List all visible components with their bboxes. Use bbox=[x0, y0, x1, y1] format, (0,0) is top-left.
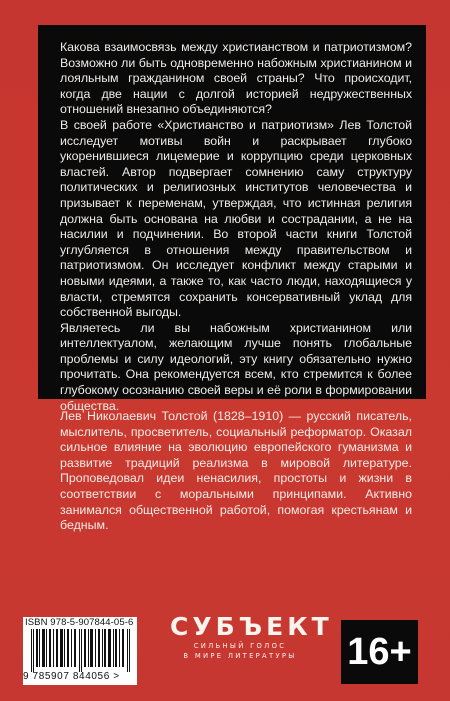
author-bio-text: Лев Николаевич Толстой (1828–1910) — русский писатель, мыслитель, просветитель, социальный реформатор. Оказал сильное влияние на эволюцию европейского гуманизма и развитие традиций реализма в мировой литературе. Проповедовал идеи ненасилия, простоты и жизни в соответствии с моральными принципами. Активно занимался общественной работой, помогая крестьянам и бедным. bbox=[60, 409, 412, 533]
barcode-label bbox=[23, 617, 137, 685]
author-bio bbox=[60, 409, 412, 534]
isbn-number: ISBN 978-5-907844-05-6 bbox=[25, 617, 134, 628]
description-paragraph: Какова взаимосвязь между христианством и патриотизмом? Возможно ли быть одновременно набожным христианином и лояльным гражданином своей страны? Что происходит, когда две нации с долгой историей недружественных отношений внезапно объединяются? bbox=[60, 40, 412, 117]
publisher-tagline: В МИРЕ ЛИТЕРАТУРЫ bbox=[183, 652, 297, 660]
description-paragraph: В своей работе «Христианство и патриотизм» Лев Толстой исследует мотивы войн и раскрывает глубоко укоренившиеся лицемерие и коррупцию среди церковных властей. Автор подвергает сомнению саму структуру политических и религиозных институтов человечества и призывает к переменам, утверждая, что истинная религия должна быть основана на любви и сострадании, а не на насилии и подчинении. Во второй части книги Толстой углубляется в отношения между правительством и патриотизмом. Он исследует конфликт между старыми и новыми идеями, а также то, как часто люди, находящиеся у власти, стремятся сохранить консервативный уклад для собственной выгоды. bbox=[60, 117, 412, 320]
publisher-tagline: СИЛЬНЫЙ ГОЛОС bbox=[193, 642, 287, 650]
ean-digits: 9 785907 844056 > bbox=[23, 671, 120, 682]
publisher-name: СУБЪЕКТ bbox=[170, 612, 333, 641]
description-paragraph: Являетесь ли вы набожным христианином или интеллектуалом, желающим лучше понять глобальные проблемы и силу идеологий, эту книгу обязательно нужно прочитать. Она рекомендуется всем, кто стремится к более глубокому осознанию своей веры и её роли в формировании общества. bbox=[60, 320, 412, 413]
publisher-logo bbox=[170, 612, 333, 661]
description-text bbox=[60, 40, 412, 414]
barcode-icon bbox=[29, 629, 133, 672]
age-rating-badge: 16+ bbox=[341, 620, 418, 684]
